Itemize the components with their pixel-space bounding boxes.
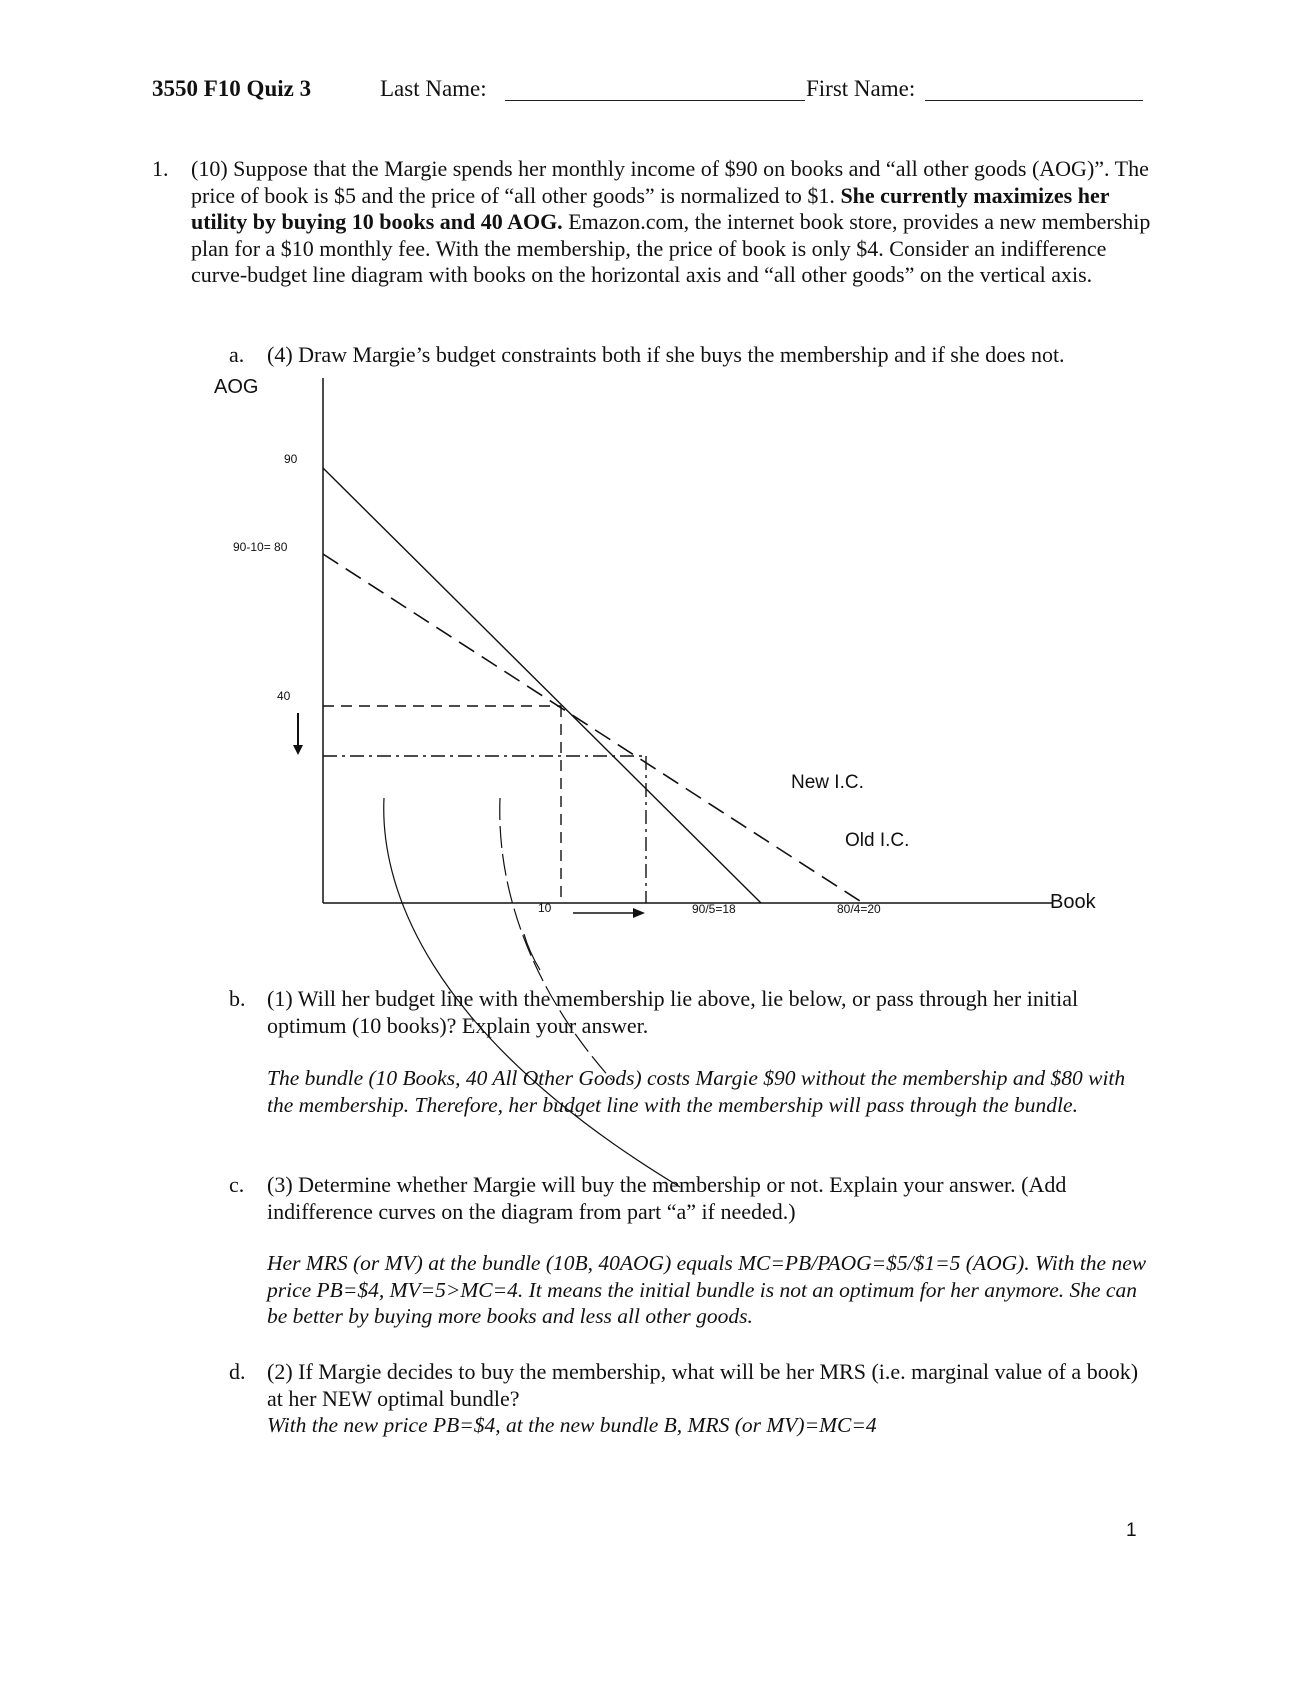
part-a-letter: a.	[229, 342, 245, 367]
y-tick-40: 40	[277, 689, 291, 703]
part-a-text: (4) Draw Margie’s budget constraints both if she buys the membership and if she does not.	[267, 342, 1065, 367]
first-name-label: First Name:	[806, 76, 916, 101]
question-text: (10) Suppose that the Margie spends her monthly income of $90 on books and “all other goods (AOG)”. The price of book is $5 and the price of “all other goods” is normalized to $1. She currently maximizes her utility by buying 10 books and 40 AOG. Emazon.com, the internet book store, provides a new membership plan for a $10 monthly fee. With the membership, the price of book is only $4. Consider an indifference curve-budget line diagram with books on the horizontal axis and “all other goods” on the vertical axis.	[191, 156, 1151, 287]
part-b-answer: The bundle (10 Books, 40 All Other Goods) costs Margie $90 without the membership and $80 with the membership. Therefore, her budget line with the membership will pass through the bundle.	[267, 1066, 1126, 1117]
y-tick-80: 90-10= 80	[233, 540, 288, 554]
part-c-text: (3) Determine whether Margie will buy the membership or not. Explain your answer. (Add indifference curves on the diagram from part “a” if needed.)	[267, 1172, 1067, 1224]
y-tick-90: 90	[284, 452, 298, 466]
quiz-title: 3550 F10 Quiz 3	[152, 76, 312, 101]
part-d-answer: With the new price PB=$4, at the new bundle B, MRS (or MV)=MC=4	[267, 1413, 877, 1437]
annotation-curve-tick	[524, 934, 540, 970]
new-budget-line	[323, 554, 863, 903]
question-number: 1.	[152, 156, 169, 181]
x-axis-label: Book	[1050, 891, 1096, 913]
part-d-text: (2) If Margie decides to buy the membership, what will be her MRS (i.e. marginal value of a book) at her NEW optimal bundle?	[267, 1359, 1139, 1411]
part-c-letter: c.	[229, 1172, 245, 1197]
old-budget-line	[323, 468, 761, 903]
part-b-letter: b.	[229, 986, 246, 1011]
new-ic-label: New I.C.	[791, 772, 864, 793]
y-axis-label: AOG	[214, 376, 259, 398]
part-d-letter: d.	[229, 1359, 246, 1384]
page-number: 1	[1126, 1520, 1137, 1541]
part-c-answer: Her MRS (or MV) at the bundle (10B, 40AOG) equals MC=PB/PAOG=$5/$1=5 (AOG). With the new price PB=$4, MV=5>MC=4. It means the initial bundle is not an optimum for her anymore. She can be better by buying more books and less all other goods.	[267, 1251, 1147, 1328]
x-tick-20: 80/4=20	[837, 902, 881, 916]
x-tick-10: 10	[538, 901, 552, 915]
x-tick-18: 90/5=18	[692, 902, 736, 916]
part-b-text: (1) Will her budget line with the membership lie above, lie below, or pass through her initial optimum (10 books)? Explain your answer.	[267, 986, 1079, 1038]
old-ic-label: Old I.C.	[845, 830, 910, 851]
last-name-label: Last Name:	[380, 76, 487, 101]
